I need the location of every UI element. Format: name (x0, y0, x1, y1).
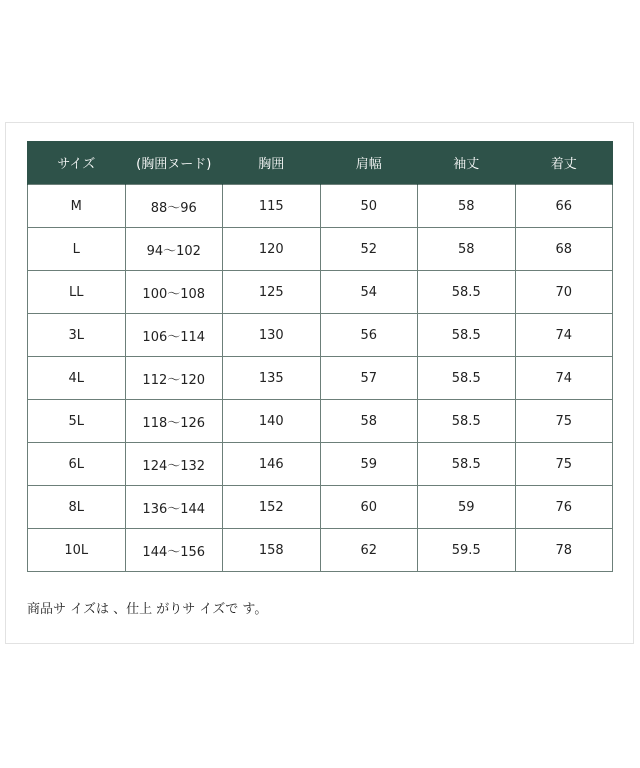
cell-shoulder: 57 (320, 357, 418, 400)
cell-length: 66 (515, 185, 613, 228)
cell-size: LL (28, 271, 126, 314)
cell-shoulder: 60 (320, 486, 418, 529)
cell-chest-nude: 106〜114 (125, 314, 223, 357)
cell-chest-nude: 124〜132 (125, 443, 223, 486)
cell-size: 5L (28, 400, 126, 443)
cell-size: 3L (28, 314, 126, 357)
cell-sleeve: 59 (418, 486, 516, 529)
cell-shoulder: 52 (320, 228, 418, 271)
cell-size: 10L (28, 529, 126, 572)
size-note: 商品サ イズは 、仕上 がりサ イズで す。 (27, 602, 268, 617)
cell-length: 74 (515, 314, 613, 357)
table-header-row (28, 141, 613, 185)
cell-sleeve: 58.5 (418, 443, 516, 486)
header-size: サイズ (28, 141, 126, 185)
cell-size: L (28, 228, 126, 271)
table-row (28, 271, 613, 314)
cell-length: 74 (515, 357, 613, 400)
table-row (28, 529, 613, 572)
header-sleeve: 袖丈 (418, 141, 516, 185)
header-shoulder: 肩幅 (320, 141, 418, 185)
cell-sleeve: 58.5 (418, 271, 516, 314)
cell-sleeve: 58.5 (418, 400, 516, 443)
cell-chest-nude: 118〜126 (125, 400, 223, 443)
cell-length: 75 (515, 400, 613, 443)
table-row (28, 400, 613, 443)
cell-chest-nude: 100〜108 (125, 271, 223, 314)
cell-length: 70 (515, 271, 613, 314)
cell-sleeve: 58 (418, 185, 516, 228)
cell-chest: 140 (223, 400, 321, 443)
cell-chest: 130 (223, 314, 321, 357)
cell-length: 76 (515, 486, 613, 529)
header-chest: 胸囲 (223, 141, 321, 185)
cell-length: 68 (515, 228, 613, 271)
cell-shoulder: 59 (320, 443, 418, 486)
cell-shoulder: 58 (320, 400, 418, 443)
table-row (28, 486, 613, 529)
size-table (27, 141, 613, 572)
cell-chest: 125 (223, 271, 321, 314)
cell-sleeve: 58.5 (418, 314, 516, 357)
cell-chest-nude: 112〜120 (125, 357, 223, 400)
cell-sleeve: 59.5 (418, 529, 516, 572)
cell-shoulder: 50 (320, 185, 418, 228)
table-row (28, 357, 613, 400)
cell-length: 75 (515, 443, 613, 486)
cell-chest-nude: 136〜144 (125, 486, 223, 529)
cell-sleeve: 58.5 (418, 357, 516, 400)
cell-chest: 115 (223, 185, 321, 228)
cell-chest: 146 (223, 443, 321, 486)
cell-size: 6L (28, 443, 126, 486)
cell-size: 4L (28, 357, 126, 400)
cell-chest: 152 (223, 486, 321, 529)
table-row (28, 228, 613, 271)
cell-chest-nude: 144〜156 (125, 529, 223, 572)
table-row (28, 185, 613, 228)
cell-shoulder: 56 (320, 314, 418, 357)
table-row (28, 314, 613, 357)
cell-shoulder: 62 (320, 529, 418, 572)
cell-chest: 120 (223, 228, 321, 271)
header-chest-nude: (胸囲ヌード) (125, 141, 223, 185)
cell-chest-nude: 94〜102 (125, 228, 223, 271)
header-length: 着丈 (515, 141, 613, 185)
cell-size: M (28, 185, 126, 228)
table-row (28, 443, 613, 486)
cell-chest: 135 (223, 357, 321, 400)
cell-size: 8L (28, 486, 126, 529)
cell-chest-nude: 88〜96 (125, 185, 223, 228)
cell-shoulder: 54 (320, 271, 418, 314)
cell-length: 78 (515, 529, 613, 572)
cell-sleeve: 58 (418, 228, 516, 271)
cell-chest: 158 (223, 529, 321, 572)
